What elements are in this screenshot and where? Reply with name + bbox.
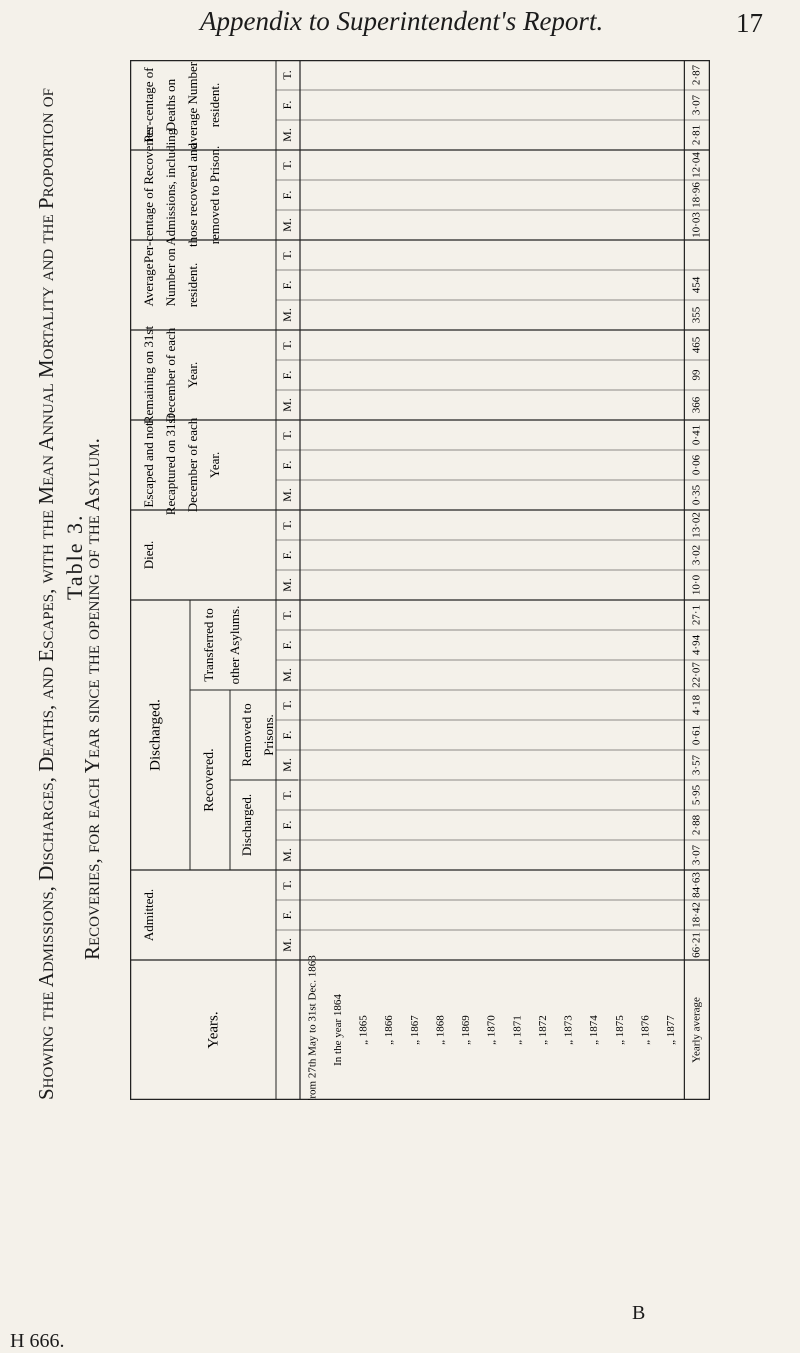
group-header: average Number [184, 61, 200, 149]
group-header: resident. [184, 262, 200, 308]
row-label: From 27th May to 31st Dec. 1863 [306, 955, 319, 1100]
table-cell: 0·35 [690, 484, 703, 506]
row-label: „ 1866 [383, 1015, 396, 1045]
table-cell: 22·07 [690, 662, 703, 688]
subgroup-header: Prisons. [260, 714, 276, 756]
group-header: resident. [206, 82, 222, 128]
table-cell: 454 [690, 276, 703, 294]
group-header: Number [162, 263, 178, 307]
table-cell: 3·02 [690, 544, 703, 566]
row-label: „ 1871 [511, 1015, 524, 1045]
table-cell: 4·94 [690, 634, 703, 656]
row-label: „ 1870 [485, 1015, 498, 1045]
table-cell: 3·07 [690, 94, 703, 116]
page-header [0, 0, 800, 60]
group-header: Year. [206, 451, 222, 479]
column-head: F. [279, 820, 294, 830]
table-cell: 3·07 [690, 844, 703, 866]
table-cell: 4·18 [690, 694, 703, 716]
column-head: T. [279, 250, 294, 260]
group-header: Admitted. [140, 888, 156, 942]
row-label: „ 1877 [665, 1015, 678, 1045]
group-header: on Admissions, including [162, 128, 178, 262]
column-head: M. [279, 848, 294, 862]
group-header: Per-centage of [140, 67, 156, 143]
column-head: M. [279, 218, 294, 232]
page-number: 17 [736, 8, 763, 38]
group-header: Recaptured on 31st [162, 414, 178, 516]
column-head: F. [279, 460, 294, 470]
column-head: T. [279, 880, 294, 890]
table-cell: 84·63 [690, 872, 703, 898]
table-cell: 0·41 [690, 424, 703, 446]
group-header: those recovered and [184, 143, 200, 247]
column-head: T. [279, 340, 294, 350]
subgroup-header: Transferred to [200, 608, 216, 682]
group-header: Average [140, 263, 156, 307]
column-head: T. [279, 610, 294, 620]
subgroup-header: Removed to [238, 703, 254, 767]
table-cell: 27·1 [690, 604, 703, 626]
column-head: F. [279, 730, 294, 740]
subgroup-header: Discharged. [238, 793, 254, 857]
table-cell: 0·61 [690, 724, 703, 746]
row-label: „ 1869 [460, 1015, 473, 1045]
table-cell: 66·21 [690, 932, 703, 958]
table-cell: 10·03 [690, 212, 703, 238]
group-header: Per-centage of Recoveries [140, 126, 156, 264]
row-label: Yearly average [690, 997, 703, 1063]
table-cell: 5·95 [690, 784, 703, 806]
row-label: „ 1872 [536, 1015, 549, 1045]
table-cell: 465 [690, 336, 703, 354]
table-caption [0, 60, 130, 1100]
column-head: M. [279, 398, 294, 412]
row-label: „ 1876 [639, 1015, 652, 1045]
column-head: F. [279, 190, 294, 200]
column-head: F. [279, 550, 294, 560]
table-cell: 366 [690, 396, 703, 414]
column-head: T. [279, 790, 294, 800]
column-head: F. [279, 100, 294, 110]
group-header: December of each [184, 417, 200, 513]
table-cell: 2·87 [690, 64, 703, 86]
statistics-table [130, 60, 710, 1100]
table-cell: 3·57 [690, 754, 703, 776]
column-head: M. [279, 938, 294, 952]
group-header: Discharged. [147, 699, 164, 771]
column-head: F. [279, 280, 294, 290]
row-label: „ 1865 [357, 1015, 370, 1045]
group-header: December of each [162, 327, 178, 423]
column-head: T. [279, 160, 294, 170]
group-header: Escaped and not [140, 422, 156, 508]
row-label: „ 1867 [408, 1015, 421, 1045]
subgroup-header: Recovered. [202, 748, 218, 812]
column-head: F. [279, 640, 294, 650]
column-head: F. [279, 370, 294, 380]
subgroup-header: other Asylums. [226, 605, 242, 685]
group-header: Remaining on 31st [140, 325, 156, 425]
column-head: M. [279, 668, 294, 682]
row-label: „ 1868 [434, 1015, 447, 1045]
group-header: Died. [140, 540, 156, 570]
table-cell: 13·02 [690, 512, 703, 538]
signature-mark: H 666. [10, 1330, 65, 1352]
row-label: „ 1873 [562, 1015, 575, 1045]
column-head: M. [279, 578, 294, 592]
column-head: T. [279, 430, 294, 440]
table-cell: 99 [690, 369, 703, 381]
row-label: In the year 1864 [331, 994, 344, 1066]
caption-line-1: Showing the Admissions, Discharges, Deaths, and Escapes, with the Mean Annual Mortality and the Proportion of [34, 88, 58, 1100]
table-label: Table 3. [62, 513, 87, 600]
group-header: Deaths on [162, 78, 178, 132]
row-label: „ 1874 [588, 1015, 601, 1045]
group-header: removed to Prison. [206, 145, 222, 245]
table-cell: 18·96 [690, 182, 703, 208]
column-head: M. [279, 758, 294, 772]
table-cell: 10·0 [690, 574, 703, 596]
caption-line-2: Recoveries, for each Year since the opening of the Asylum. [80, 438, 104, 960]
table-cell: 18·42 [690, 902, 703, 928]
group-header: Years. [205, 1011, 222, 1049]
table-cell: 355 [690, 306, 703, 324]
table-svg [130, 60, 710, 1100]
column-head: M. [279, 308, 294, 322]
sheet-mark: B [632, 1302, 646, 1324]
table-cell: 0·06 [690, 454, 703, 476]
row-label: „ 1875 [613, 1015, 626, 1045]
column-head: F. [279, 910, 294, 920]
page-title: Appendix to Superintendent's Report. [200, 6, 604, 36]
column-head: M. [279, 128, 294, 142]
column-head: T. [279, 520, 294, 530]
table-cell: 2·81 [690, 124, 703, 146]
column-head: T. [279, 700, 294, 710]
table-cell: 2·88 [690, 814, 703, 836]
column-head: T. [279, 70, 294, 80]
column-head: M. [279, 488, 294, 502]
group-header: Year. [184, 361, 200, 389]
table-cell: 12·04 [690, 152, 703, 178]
